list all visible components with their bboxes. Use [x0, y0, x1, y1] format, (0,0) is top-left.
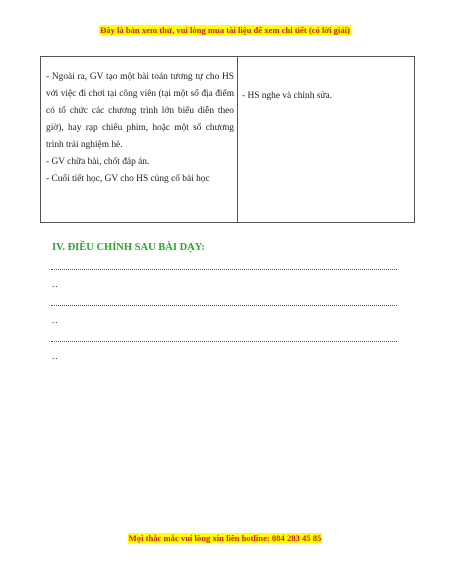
student-activity-paragraph: - HS nghe và chỉnh sửa. — [242, 91, 332, 101]
teacher-activity-cell — [46, 69, 234, 188]
teacher-activity-paragraph: - GV chữa bài, chốt đáp án. — [46, 157, 150, 167]
dotted-fill-line — [51, 305, 397, 306]
hotline-banner — [0, 533, 450, 543]
teacher-activity-paragraph: - Cuối tiết học, GV cho HS củng cố bài học — [46, 174, 210, 184]
column-divider — [237, 57, 238, 222]
dotted-fill-line — [51, 269, 397, 270]
dotted-line-ending: .. — [52, 279, 59, 289]
student-activity-cell — [242, 88, 412, 105]
preview-notice-banner — [0, 25, 450, 35]
teacher-activity-paragraph: - Ngoài ra, GV tạo một bài toán tương tự cho HS với việc đi chơi tại công viên (tại một số địa điểm có tổ chức các chương trình lớn biểu diễn theo giờ), hay rạp chiếu phim, hoặc một số chương trình trải nghiệm hè. — [46, 72, 234, 150]
dotted-fill-line — [51, 341, 397, 342]
activity-table — [40, 56, 415, 223]
hotline-text: Mọi thắc mắc vui lòng xin liên hotline: 084 283 45 85 — [128, 533, 322, 543]
dotted-line-ending: .. — [52, 315, 59, 325]
dotted-line-ending: .. — [52, 351, 59, 361]
preview-notice-text: Đây là bản xem thử, vui lòng mua tài liệu để xem chi tiết (có lời giải) — [100, 25, 350, 35]
section-title: IV. ĐIỀU CHỈNH SAU BÀI DẠY: — [52, 242, 205, 253]
